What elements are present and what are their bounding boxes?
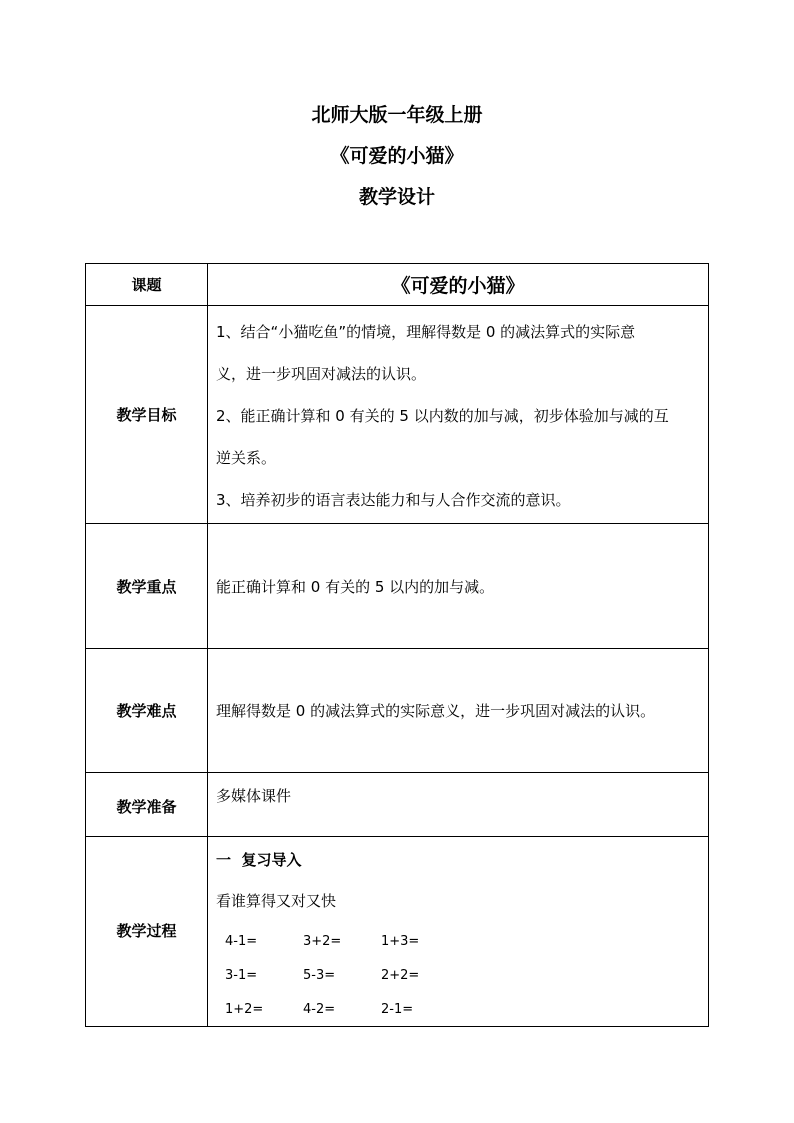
exercise-item: 2+2= — [381, 967, 420, 983]
exercise-item: 1+2= — [225, 1001, 264, 1017]
value-key-points: 能正确计算和 0 有关的 5 以内的加与减。 — [208, 524, 709, 649]
row-topic — [86, 264, 709, 306]
document-title-block — [0, 103, 794, 226]
row-preparation — [86, 773, 709, 837]
exercise-item: 4-2= — [303, 1001, 336, 1017]
label-topic: 课题 — [86, 264, 208, 306]
label-preparation: 教学准备 — [86, 773, 208, 837]
goal-line-1: 1、结合“小猫吃鱼”的情境，理解得数是 0 的减法算式的实际意 — [216, 323, 636, 341]
exercise-item: 3-1= — [225, 967, 258, 983]
title-design: 教学设计 — [358, 186, 435, 208]
exercise-item: 2-1= — [381, 1001, 414, 1017]
lesson-plan-table — [85, 263, 709, 1027]
label-process: 教学过程 — [86, 837, 208, 1027]
row-goals — [86, 306, 709, 524]
exercise-item: 1+3= — [381, 933, 420, 949]
goal-line-3: 2、能正确计算和 0 有关的 5 以内数的加与减，初步体验加与减的互 — [216, 407, 669, 425]
process-section-heading: 一 复习导入 — [216, 851, 302, 869]
value-goals — [208, 306, 709, 524]
row-key-points — [86, 524, 709, 649]
row-difficulties — [86, 649, 709, 773]
value-preparation: 多媒体课件 — [208, 773, 709, 837]
goal-line-5: 3、培养初步的语言表达能力和与人合作交流的意识。 — [216, 491, 571, 509]
value-difficulties: 理解得数是 0 的减法算式的实际意义，进一步巩固对减法的认识。 — [208, 649, 709, 773]
exercise-row — [225, 992, 700, 1026]
exercise-item: 5-3= — [303, 967, 336, 983]
value-topic: 《可爱的小猫》 — [208, 264, 709, 306]
goal-line-2: 义，进一步巩固对减法的认识。 — [216, 365, 427, 383]
process-section-subtitle: 看谁算得又对又快 — [216, 892, 337, 910]
title-textbook: 北师大版一年级上册 — [311, 104, 483, 126]
goal-line-4: 逆关系。 — [216, 449, 277, 467]
value-process — [208, 837, 709, 1027]
label-key-points: 教学重点 — [86, 524, 208, 649]
row-process — [86, 837, 709, 1027]
exercise-row — [225, 924, 700, 958]
title-lesson: 《可爱的小猫》 — [330, 145, 464, 167]
exercise-item: 3+2= — [303, 933, 342, 949]
exercise-row — [225, 958, 700, 992]
label-difficulties: 教学难点 — [86, 649, 208, 773]
exercise-item: 4-1= — [225, 933, 258, 949]
goals-list — [216, 306, 700, 523]
label-goals: 教学目标 — [86, 306, 208, 524]
exercise-grid — [225, 924, 700, 1026]
